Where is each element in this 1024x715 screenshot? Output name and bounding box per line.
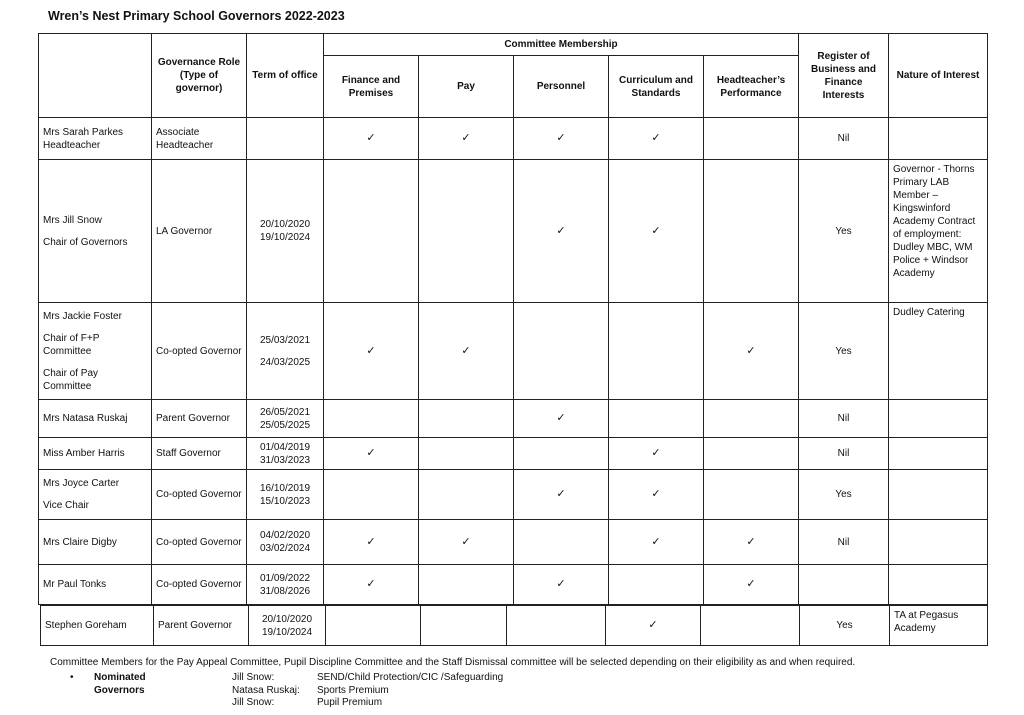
committee-header-personnel: Personnel <box>514 56 609 118</box>
governor-name-text: Mrs Jill Snow <box>43 214 102 226</box>
term-of-office <box>247 303 324 400</box>
committee-cell-curriculum <box>609 160 704 303</box>
checkmark-icon: ✓ <box>556 132 566 144</box>
term-start: 01/04/2019 <box>259 441 311 453</box>
checkmark-icon: ✓ <box>556 224 566 237</box>
term-start: 04/02/2020 <box>259 530 311 541</box>
checkmark-icon: ✓ <box>366 132 376 144</box>
governor-name: Stephen Goreham <box>41 606 154 646</box>
checkmark-icon: ✓ <box>648 619 658 631</box>
committee-header-pay: Pay <box>419 56 514 118</box>
nominee-name: Jill Snow: <box>232 697 275 708</box>
term-start: 20/10/2020 <box>259 219 311 230</box>
governor-row <box>39 565 988 605</box>
nature-of-interest: Dudley Catering <box>889 303 988 400</box>
committee-cell-personnel <box>507 606 606 646</box>
register-value <box>799 565 889 605</box>
committee-cell-personnel <box>514 118 609 160</box>
nature-of-interest <box>889 565 988 605</box>
governor-row <box>39 438 988 470</box>
committee-cell-pay <box>419 565 514 605</box>
governor-name <box>39 565 152 605</box>
term-start: 16/10/2019 <box>259 482 311 494</box>
committee-cell-finance <box>326 606 421 646</box>
term-of-office <box>247 160 324 303</box>
term-start: 25/03/2021 <box>259 334 311 346</box>
committee-cell-curriculum <box>606 606 701 646</box>
term-start: 20/10/2020 <box>261 613 313 625</box>
nominated-item <box>232 697 632 710</box>
register-value: Yes <box>799 470 889 520</box>
committee-cell-personnel <box>514 160 609 303</box>
committee-cell-headteacher <box>704 565 799 605</box>
nature-of-interest <box>889 400 988 438</box>
committee-cell-curriculum <box>609 118 704 160</box>
committee-cell-headteacher <box>704 303 799 400</box>
committee-cell-finance <box>324 118 419 160</box>
checkmark-icon: ✓ <box>366 344 376 357</box>
committee-membership-header: Committee Membership <box>324 34 799 56</box>
nature-header: Nature of Interest <box>889 34 988 118</box>
committee-cell-pay <box>419 118 514 160</box>
checkmark-icon: ✓ <box>651 132 661 144</box>
governor-row <box>39 400 988 438</box>
term-start: 26/05/2021 <box>259 406 311 418</box>
committee-cell-personnel <box>514 520 609 565</box>
committee-cell-headteacher <box>704 400 799 438</box>
checkmark-icon: ✓ <box>746 344 756 357</box>
governor-position: Vice Chair <box>43 500 89 511</box>
committee-cell-finance <box>324 520 419 565</box>
committee-cell-pay <box>419 400 514 438</box>
term-of-office <box>247 118 324 160</box>
governor-position: Chair of Governors <box>43 236 128 248</box>
governor-row <box>39 303 988 400</box>
checkmark-icon: ✓ <box>556 578 566 590</box>
governor-name <box>39 303 152 400</box>
nature-of-interest: TA at Pegasus Academy <box>890 606 988 646</box>
committee-cell-finance <box>324 470 419 520</box>
register-value: Nil <box>799 520 889 565</box>
governor-position: Chair of F+P Committee <box>43 332 100 357</box>
nature-of-interest <box>889 118 988 160</box>
term-start: 01/09/2022 <box>259 572 311 584</box>
checkmark-icon: ✓ <box>461 535 471 548</box>
checkmark-icon: ✓ <box>651 224 661 237</box>
governor-name <box>39 160 152 303</box>
nominee-name: Jill Snow: <box>232 672 275 683</box>
committee-cell-curriculum <box>609 520 704 565</box>
committee-cell-headteacher <box>704 470 799 520</box>
governor-role: Co-opted Governor <box>152 520 247 565</box>
governor-role: Co-opted Governor <box>152 565 247 605</box>
committee-cell-personnel <box>514 470 609 520</box>
term-end: 19/10/2024 <box>259 232 311 243</box>
checkmark-icon: ✓ <box>366 535 376 548</box>
committee-cell-personnel <box>514 400 609 438</box>
committee-cell-headteacher <box>704 118 799 160</box>
checkmark-icon: ✓ <box>746 578 756 590</box>
nominated-item <box>232 685 632 698</box>
governor-role: Associate Headteacher <box>152 118 247 160</box>
checkmark-icon: ✓ <box>746 535 756 548</box>
committee-cell-finance <box>324 565 419 605</box>
nominee-area: Sports Premium <box>317 684 389 696</box>
committee-header-headteacher: Headteacher’s Performance <box>704 56 799 118</box>
nature-of-interest <box>889 438 988 470</box>
register-value: Yes <box>799 303 889 400</box>
committee-cell-pay <box>419 438 514 470</box>
committee-cell-pay <box>421 606 507 646</box>
nominee-area: SEND/Child Protection/CIC /Safeguarding <box>317 672 504 683</box>
committee-cell-curriculum <box>609 565 704 605</box>
term-of-office <box>247 565 324 605</box>
governor-name <box>39 520 152 565</box>
committee-cell-pay <box>419 303 514 400</box>
governor-name <box>39 470 152 520</box>
nominated-list <box>232 672 632 710</box>
checkmark-icon: ✓ <box>556 412 566 424</box>
nominated-label: Nominated Governors <box>94 672 146 696</box>
term-end: 03/02/2024 <box>259 543 311 554</box>
role-header: Governance Role (Type of governor) <box>152 34 247 118</box>
committee-cell-curriculum <box>609 438 704 470</box>
checkmark-icon: ✓ <box>461 344 471 357</box>
term-of-office <box>247 470 324 520</box>
governor-row <box>39 160 988 303</box>
governor-position: Headteacher <box>43 139 101 151</box>
governor-name <box>39 400 152 438</box>
document-title: Wren’s Nest Primary School Governors 2022-2023 <box>48 9 345 23</box>
term-of-office <box>247 438 324 470</box>
register-header: Register of Business and Finance Interests <box>799 34 889 118</box>
committee-cell-personnel <box>514 438 609 470</box>
committee-cell-finance <box>324 438 419 470</box>
term-header: Term of office <box>247 34 324 118</box>
footer-note: Committee Members for the Pay Appeal Committee, Pupil Discipline Committee and the Staff Dismissal committee will be selected depending on their eligibility as and when required. <box>50 657 856 668</box>
register-value: Nil <box>799 438 889 470</box>
governor-role: Parent Governor <box>152 400 247 438</box>
checkmark-icon: ✓ <box>651 535 661 548</box>
name-header <box>39 34 152 118</box>
committee-cell-finance <box>324 400 419 438</box>
checkmark-icon: ✓ <box>461 132 471 144</box>
committee-cell-headteacher <box>701 606 800 646</box>
register-value: Nil <box>799 118 889 160</box>
committee-cell-personnel <box>514 303 609 400</box>
committee-cell-pay <box>419 470 514 520</box>
nature-of-interest: Governor - Thorns Primary LAB Member – Kingswinford Academy Contract of employment: Dudley MBC, WM Police + Windsor Academy <box>889 160 988 303</box>
term-of-office <box>249 606 326 646</box>
nominee-area: Pupil Premium <box>317 697 383 708</box>
governor-row <box>39 470 988 520</box>
governor-row <box>39 118 988 160</box>
checkmark-icon: ✓ <box>651 488 661 500</box>
committee-header-curriculum: Curriculum and Standards <box>609 56 704 118</box>
committee-cell-finance <box>324 303 419 400</box>
nature-of-interest <box>889 520 988 565</box>
register-value: Yes <box>800 606 890 646</box>
governor-role: Staff Governor <box>152 438 247 470</box>
governor-name-text: Mrs Jackie Foster <box>43 310 122 322</box>
checkmark-icon: ✓ <box>366 578 376 590</box>
committee-cell-finance <box>324 160 419 303</box>
committee-header-finance: Finance and Premises <box>324 56 419 118</box>
term-end: 31/03/2023 <box>259 454 311 466</box>
governor-role: Parent Governor <box>154 606 249 646</box>
term-end: 31/08/2026 <box>259 585 311 597</box>
register-value: Nil <box>799 400 889 438</box>
term-of-office <box>247 400 324 438</box>
committee-cell-pay <box>419 160 514 303</box>
term-of-office <box>247 520 324 565</box>
governor-position: Chair of Pay Committee <box>43 367 99 392</box>
term-end: 15/10/2023 <box>259 495 311 507</box>
governor-row <box>39 520 988 565</box>
governor-role: Co-opted Governor <box>152 303 247 400</box>
governor-name-text: Mr Paul Tonks <box>43 579 107 590</box>
checkmark-icon: ✓ <box>556 488 566 500</box>
committee-cell-curriculum <box>609 470 704 520</box>
term-end: 25/05/2025 <box>259 419 311 431</box>
committee-cell-headteacher <box>704 520 799 565</box>
additional-governor-table <box>40 605 988 646</box>
checkmark-icon: ✓ <box>366 447 376 459</box>
governor-name <box>39 118 152 160</box>
governor-role: Co-opted Governor <box>152 470 247 520</box>
committee-cell-headteacher <box>704 438 799 470</box>
nature-of-interest <box>889 470 988 520</box>
term-end: 19/10/2024 <box>261 626 313 638</box>
committee-cell-personnel <box>514 565 609 605</box>
term-end: 24/03/2025 <box>259 356 311 368</box>
nominee-name: Natasa Ruskaj: <box>232 684 300 696</box>
governor-role: LA Governor <box>152 160 247 303</box>
committee-cell-headteacher <box>704 160 799 303</box>
governor-name <box>39 438 152 470</box>
committee-cell-pay <box>419 520 514 565</box>
governors-table <box>38 33 988 605</box>
committee-cell-curriculum <box>609 303 704 400</box>
governor-name-text: Miss Amber Harris <box>43 448 125 459</box>
bullet-icon: • <box>70 672 74 683</box>
governor-name-text: Mrs Sarah Parkes <box>43 126 124 138</box>
governor-name-text: Mrs Joyce Carter <box>43 478 120 489</box>
governor-name-text: Mrs Claire Digby <box>43 536 117 548</box>
checkmark-icon: ✓ <box>651 447 661 459</box>
committee-cell-curriculum <box>609 400 704 438</box>
governor-name-text: Mrs Natasa Ruskaj <box>43 413 128 424</box>
register-value: Yes <box>799 160 889 303</box>
nominated-item <box>232 672 632 685</box>
